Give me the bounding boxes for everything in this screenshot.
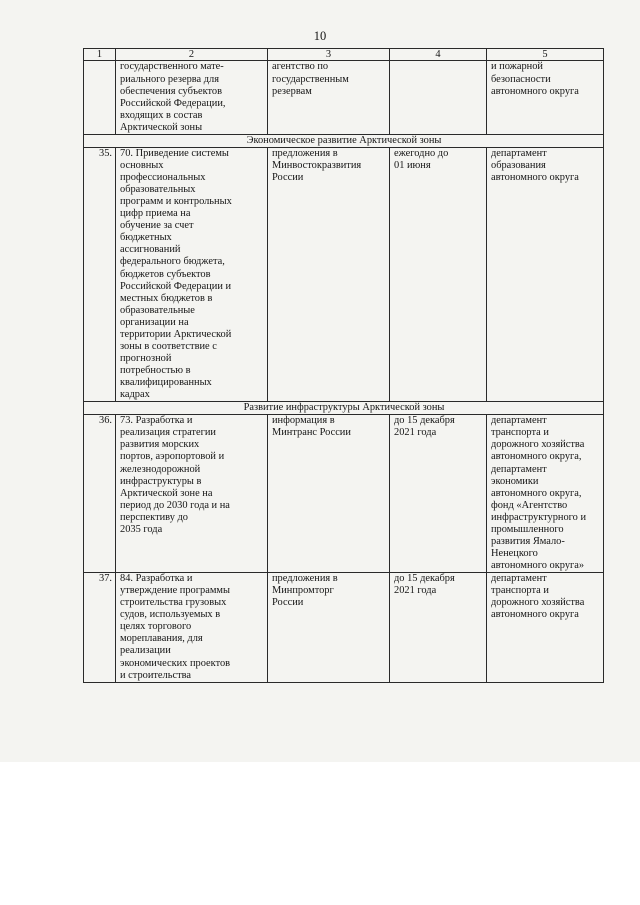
column-number-header-row [84, 49, 604, 61]
section-row [84, 134, 604, 147]
table-row [84, 147, 604, 401]
table-row [84, 573, 604, 683]
column-header: 4 [390, 49, 487, 61]
page-number: 10 [313, 29, 327, 43]
section-heading: Развитие инфраструктуры Арктической зоны [84, 402, 604, 415]
deadline-cell: до 15 декабря 2021 года [390, 573, 487, 683]
column-header: 2 [116, 49, 268, 61]
plan-table [83, 48, 604, 683]
column-header: 3 [268, 49, 390, 61]
section-heading: Экономическое развитие Арктической зоны [84, 134, 604, 147]
reporting-form-cell: предложения в Минвостокразвития России [268, 147, 390, 401]
table-row [84, 415, 604, 573]
responsible-cell: и пожарной безопасности автономного округа [487, 61, 604, 134]
action-cell: 84. Разработка и утверждение программы строительства грузовых судов, используемых в целях торгового мореплавания, для реализации экономических проектов и строительства [116, 573, 268, 683]
deadline-cell: ежегодно до 01 июня [390, 147, 487, 401]
row-number [84, 61, 116, 134]
row-number: 37. [84, 573, 116, 683]
reporting-form-cell: агентство по государственным резервам [268, 61, 390, 134]
action-cell: 70. Приведение системы основных профессиональных образовательных программ и контрольных цифр приема на обучение за счет бюджетных ассигнований федерального бюджета, бюджетов субъектов Российской Федерации и местных бюджетов в образовательные организации на территории Арктической зоны в соответствие с прогнозной потребностью в квалифицированных кадрах [116, 147, 268, 401]
action-cell: 73. Разработка и реализация стратегии развития морских портов, аэропортовой и железнодорожной инфраструктуры в Арктической зоне на период до 2030 года и на перспективу до 2035 года [116, 415, 268, 573]
row-number: 35. [84, 147, 116, 401]
reporting-form-cell: предложения в Минпромторг России [268, 573, 390, 683]
table-row [84, 61, 604, 134]
responsible-cell: департамент образования автономного округа [487, 147, 604, 401]
responsible-cell: департамент транспорта и дорожного хозяйства автономного округа, департамент экономики автономного округа, фонд «Агентство инфраструктурного и промышленного развития Ямало- Ненецкого автономного округа» [487, 415, 604, 573]
responsible-cell: департамент транспорта и дорожного хозяйства автономного округа [487, 573, 604, 683]
deadline-cell: до 15 декабря 2021 года [390, 415, 487, 573]
column-header: 1 [84, 49, 116, 61]
action-cell: государственного мате- риального резерва для обеспечения субъектов Российской Федерации, входящих в состав Арктической зоны [116, 61, 268, 134]
section-row [84, 402, 604, 415]
deadline-cell [390, 61, 487, 134]
column-header: 5 [487, 49, 604, 61]
reporting-form-cell: информация в Минтранс России [268, 415, 390, 573]
row-number: 36. [84, 415, 116, 573]
